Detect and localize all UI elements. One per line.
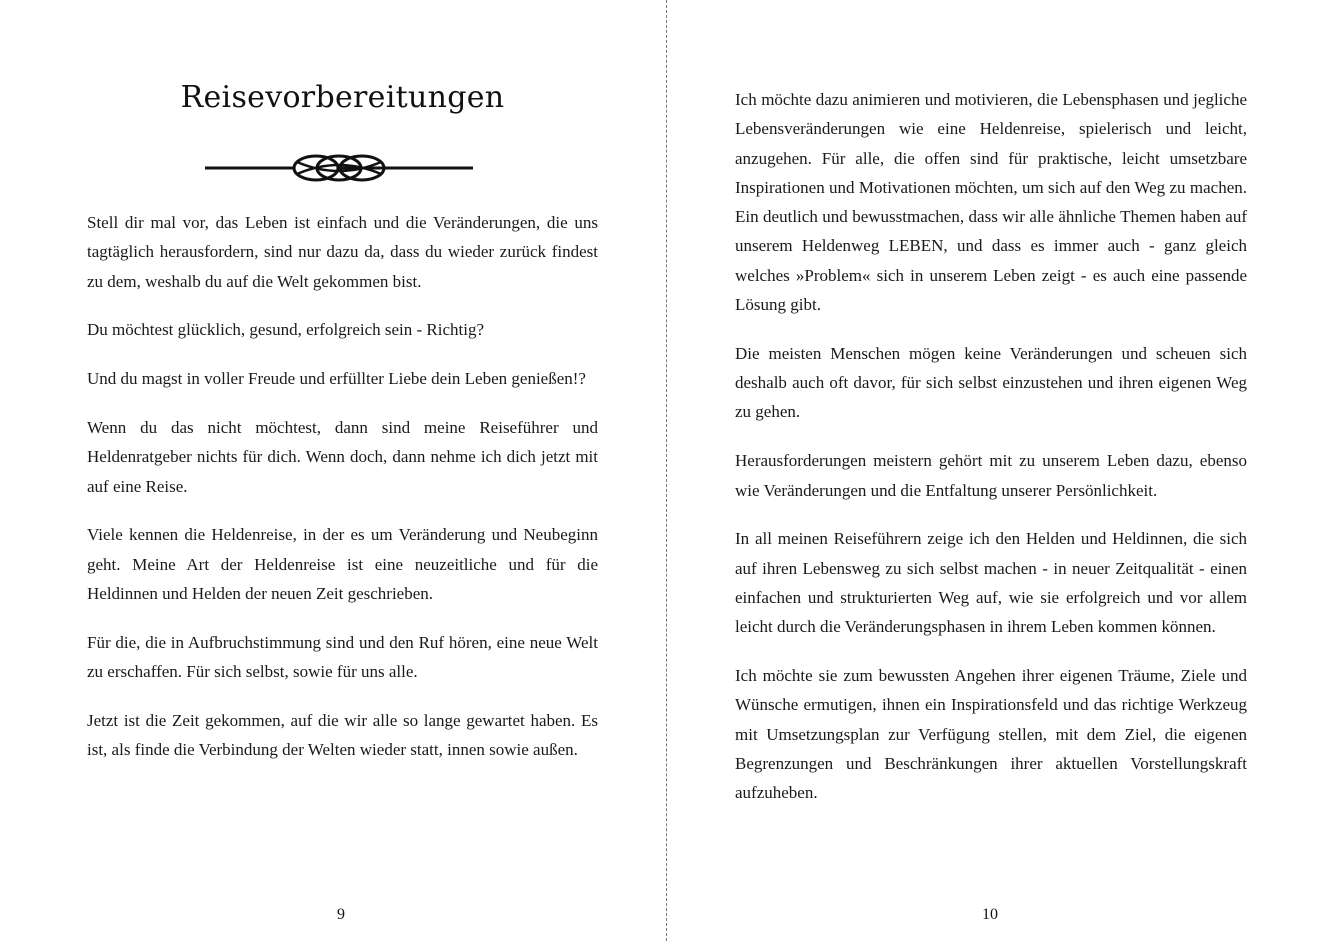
- chapter-title: Reisevorbereitungen: [180, 80, 505, 115]
- paragraph: Jetzt ist die Zeit gekommen, auf die wir alle so lange gewartet haben. Es ist, als finde die Verbindung der Welten wieder statt, innen sowie außen.: [87, 710, 598, 760]
- paragraph: Ich möchte sie zum bewussten Angehen ihrer eigenen Träume, Ziele und Wünsche ermutigen, ihnen ein Inspirationsfeld und das richtige Werkzeug mit Umsetzungsplan zur Verfügung stellen, mit dem Ziel, die eigenen Begrenzungen und Beschränkungen ihrer aktuellen Vorstellungskraft aufzuheben.: [735, 666, 1247, 803]
- paragraph: Herausforderungen meistern gehört mit zu unserem Leben dazu, ebenso wie Veränderungen und die Entfaltung unserer Persönlichkeit.: [735, 451, 1247, 500]
- knot-divider-icon: [205, 150, 473, 186]
- paragraph: In all meinen Reiseführern zeige ich den Helden und Heldinnen, die sich auf ihren Lebensweg zu sich selbst machen - in neuer Zeitqualität - einen einfachen und strukturierten Weg auf, wie sie erfolgreich und vor allem leicht durch die Veränderungsphasen in ihrem Leben kommen können.: [735, 529, 1247, 637]
- paragraph: Für die, die in Aufbruchstimmung sind und den Ruf hören, eine neue Welt zu erschaffen. Für sich selbst, sowie für uns alle.: [87, 632, 598, 682]
- right-page-body: [735, 85, 1247, 827]
- paragraph: Viele kennen die Heldenreise, in der es um Veränderung und Neubeginn geht. Meine Art der Heldenreise ist eine neuzeitliche und für die Heldinnen und Helden der neuen Zeit geschrieben.: [87, 525, 598, 603]
- paragraph: Und du magst in voller Freude und erfüllter Liebe dein Leben genießen!?: [87, 369, 586, 389]
- paragraph: Die meisten Menschen mögen keine Veränderungen und scheuen sich deshalb auch oft davor, für sich selbst einzustehen und ihren eigenen Weg zu gehen.: [735, 343, 1247, 422]
- right-page: [668, 0, 1329, 941]
- page-number-right: 10: [982, 906, 998, 923]
- paragraph: Stell dir mal vor, das Leben ist einfach und die Veränderungen, die uns tagtäglich herausfordern, sind nur dazu da, dass du wieder zurück findest zu dem, weshalb du auf die Welt gekommen bist.: [87, 213, 598, 291]
- page-divider: [666, 0, 667, 941]
- paragraph: Ich möchte dazu animieren und motivieren, die Lebensphasen und jegliche Lebensveränderungen wie eine Heldenreise, spielerisch und leicht, anzugehen. Für alle, die offen sind für praktische, leicht umsetzbare Inspirationen und Motivationen möchten, um sich auf den Weg zu machen. Ein deutlich und bewusstmachen, dass wir alle ähnliche Themen haben auf unserem Heldenweg LEBEN, und dass es immer auch - ganz gleich welches »Problem« sich in unserem Leben zeigt - es auch eine passende Lösung gibt.: [735, 90, 1247, 315]
- paragraph: Du möchtest glücklich, gesund, erfolgreich sein - Richtig?: [87, 320, 485, 340]
- left-page-body: [87, 208, 598, 784]
- page-number-left: 9: [337, 906, 345, 923]
- paragraph: Wenn du das nicht möchtest, dann sind meine Reiseführer und Heldenratgeber nichts für dich. Wenn doch, dann nehme ich dich jetzt mit auf eine Reise.: [87, 417, 598, 496]
